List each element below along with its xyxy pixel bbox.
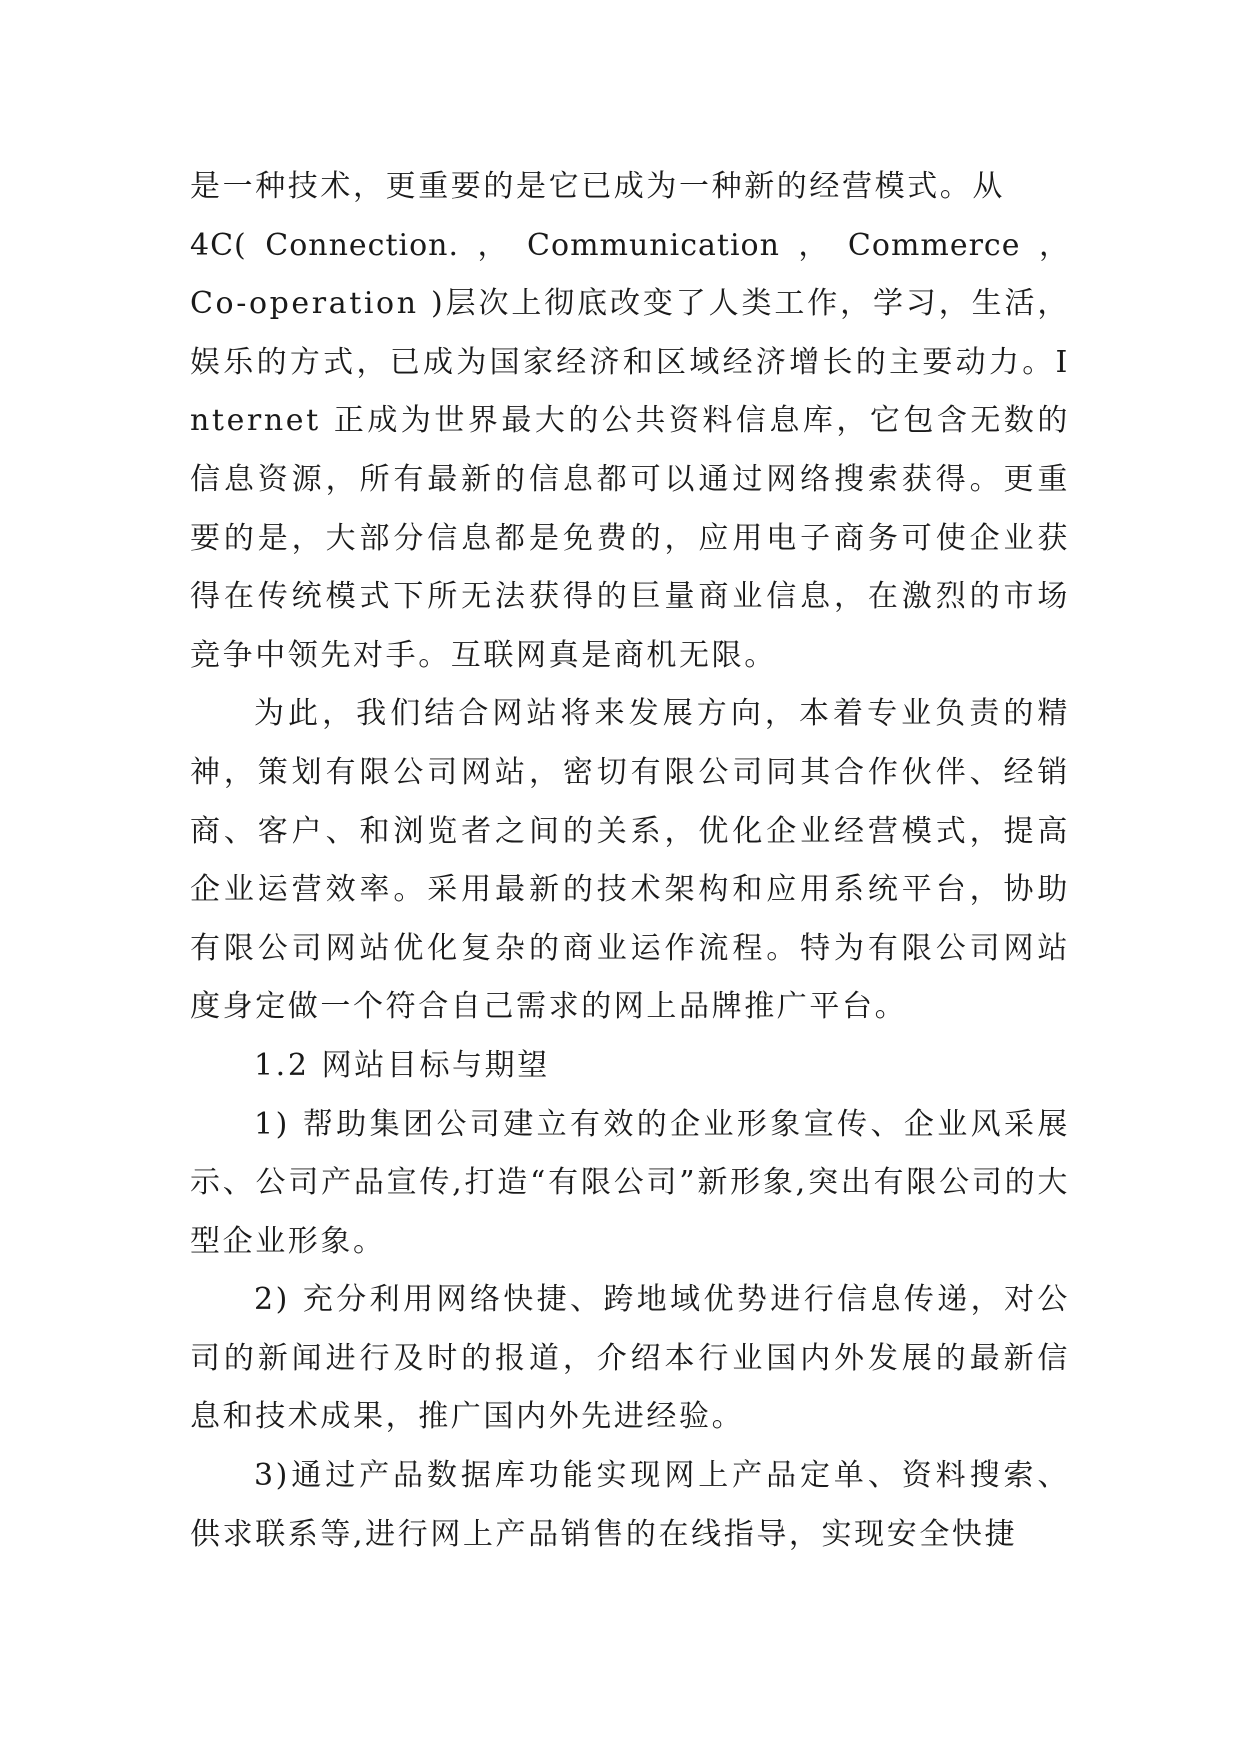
goal-item-2: 2) 充分利用网络快捷、跨地域优势进行信息传递，对公司的新闻进行及时的报道，介绍本行业国内外发展的最新信息和技术成果，推广国内外先进经验。 <box>190 1282 1070 1435</box>
paragraph-intro <box>190 158 1070 685</box>
separator-3: ， <box>1038 227 1070 263</box>
section-heading-1-2: 1.2 网站目标与期望 <box>254 1047 550 1083</box>
intro-line-1: 是一种技术，更重要的是它已成为一种新的经营模式。从 <box>190 169 1005 204</box>
term-commerce: Commerce <box>847 227 1021 263</box>
intro-line-4c <box>190 217 1070 276</box>
term-connection: Connection. <box>265 227 460 263</box>
term-communication: Communication <box>527 227 780 263</box>
separator-1: ， <box>477 227 509 263</box>
goal-item-1: 1) 帮助集团公司建立有效的企业形象宣传、企业风采展示、公司产品宣传,打造“有限公司”新形象,突出有限公司的大型企业形象。 <box>190 1106 1070 1259</box>
goal-item-3: 3)通过产品数据库功能实现网上产品定单、资料搜索、供求联系等,进行网上产品销售的在线指导，实现安全快捷 <box>190 1458 1070 1552</box>
term-4c: 4C( <box>190 227 247 263</box>
intro-rest: Co-operation )层次上彻底改变了人类工作，学习，生活，娱乐的方式，已成为国家经济和区域经济增长的主要动力。Internet 正成为世界最大的公共资料信息库，它包含无数的信息资源，所有最新的信息都可以通过网络搜索获得。更重要的是，大部分信息都是免费的，应用电子商务可使企业获得在传统模式下所无法获得的巨量商业信息，在激烈的市场竞争中领先对手。互联网真是商机无限。 <box>190 286 1070 673</box>
paragraph-purpose: 为此，我们结合网站将来发展方向，本着专业负责的精神，策划有限公司网站，密切有限公司同其合作伙伴、经销商、客户、和浏览者之间的关系，优化企业经营模式，提高企业运营效率。采用最新的技术架构和应用系统平台，协助有限公司网站优化复杂的商业运作流程。特为有限公司网站度身定做一个符合自己需求的网上品牌推广平台。 <box>190 696 1070 1025</box>
separator-2: ， <box>798 227 830 263</box>
document-body <box>190 158 1070 1564</box>
